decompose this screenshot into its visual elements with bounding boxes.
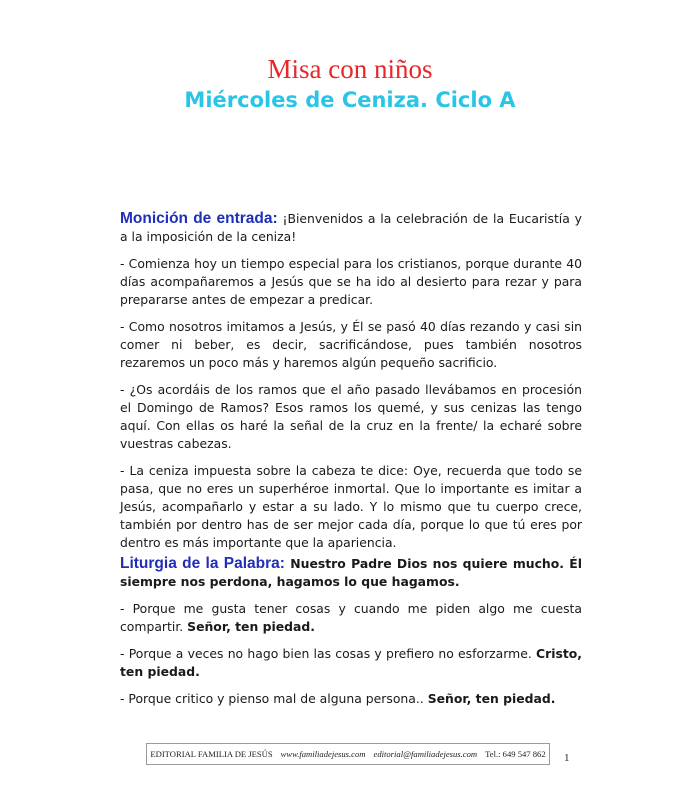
liturgia-item-text: - Porque critico y pienso mal de alguna persona.. bbox=[120, 691, 428, 706]
footer-phone: Tel.: 649 547 862 bbox=[485, 749, 546, 759]
monicion-heading: Monición de entrada: bbox=[120, 210, 278, 227]
liturgia-section bbox=[120, 555, 582, 717]
liturgia-item-response: Señor, ten piedad. bbox=[187, 619, 315, 634]
liturgia-item-response: Señor, ten piedad. bbox=[427, 691, 556, 706]
monicion-paragraph: - La ceniza impuesta sobre la cabeza te dice: Oye, recuerda que todo se pasa, que no eres un superhéroe inmortal. Que lo importante es imitar a Jesús, acompañarlo y estar a su lado. Y lo mismo que tu cuerpo crece, también por dentro has de ser mejor cada día, porque lo que tú eres por dentro es más importante que la apariencia. bbox=[120, 463, 582, 550]
footer-website: www.familiadejesus.com bbox=[280, 749, 366, 759]
footer-publisher: EDITORIAL FAMILIA DE JESÚS bbox=[150, 749, 273, 759]
liturgia-item bbox=[120, 645, 582, 681]
monicion-paragraph: - ¿Os acordáis de los ramos que el año pasado llevábamos en procesión el Domingo de Ramos? Esos ramos los quemé, y sus cenizas las tengo aquí. Con ellas os haré la señal de la cruz en la frente/ la echaré sobre vuestras cabezas. bbox=[120, 382, 582, 451]
page-title: Misa con niños bbox=[267, 54, 433, 84]
page-number: 1 bbox=[564, 752, 570, 764]
liturgia-intro-text: Nuestro Padre Dios nos quiere mucho. Él siempre nos perdona, hagamos lo que hagamos. bbox=[120, 556, 582, 589]
liturgia-item-text: - Porque a veces no hago bien las cosas y prefiero no esforzarme. bbox=[120, 646, 537, 661]
monicion-paragraph: - Comienza hoy un tiempo especial para los cristianos, porque durante 40 días acompañaremos a Jesús que se ha ido al desierto para rezar y para prepararse antes de empezar a predicar. bbox=[120, 256, 582, 307]
monicion-entrada-section bbox=[120, 210, 582, 561]
liturgia-intro-paragraph bbox=[120, 555, 582, 591]
monicion-intro-paragraph bbox=[120, 210, 582, 246]
footer-email: editorial@familiadejesus.com bbox=[373, 749, 478, 759]
page-subtitle: Miércoles de Ceniza. Ciclo A bbox=[184, 88, 516, 112]
liturgia-item bbox=[120, 690, 582, 708]
liturgia-item bbox=[120, 600, 582, 636]
monicion-intro-text: ¡Bienvenidos a la celebración de la Eucaristía y a la imposición de la ceniza! bbox=[120, 211, 583, 244]
liturgia-item-response: Cristo, ten piedad. bbox=[120, 646, 582, 679]
liturgia-item-text: - Porque me gusta tener cosas y cuando me piden algo me cuesta compartir. bbox=[120, 601, 582, 634]
liturgia-heading: Liturgia de la Palabra: bbox=[120, 555, 285, 572]
footer-box bbox=[146, 743, 550, 765]
monicion-paragraph: - Como nosotros imitamos a Jesús, y Él se pasó 40 días rezando y casi sin comer ni beber, es decir, sacrificándose, pues también nosotros rezaremos un poco más y haremos algún pequeño sacrificio. bbox=[120, 319, 582, 370]
